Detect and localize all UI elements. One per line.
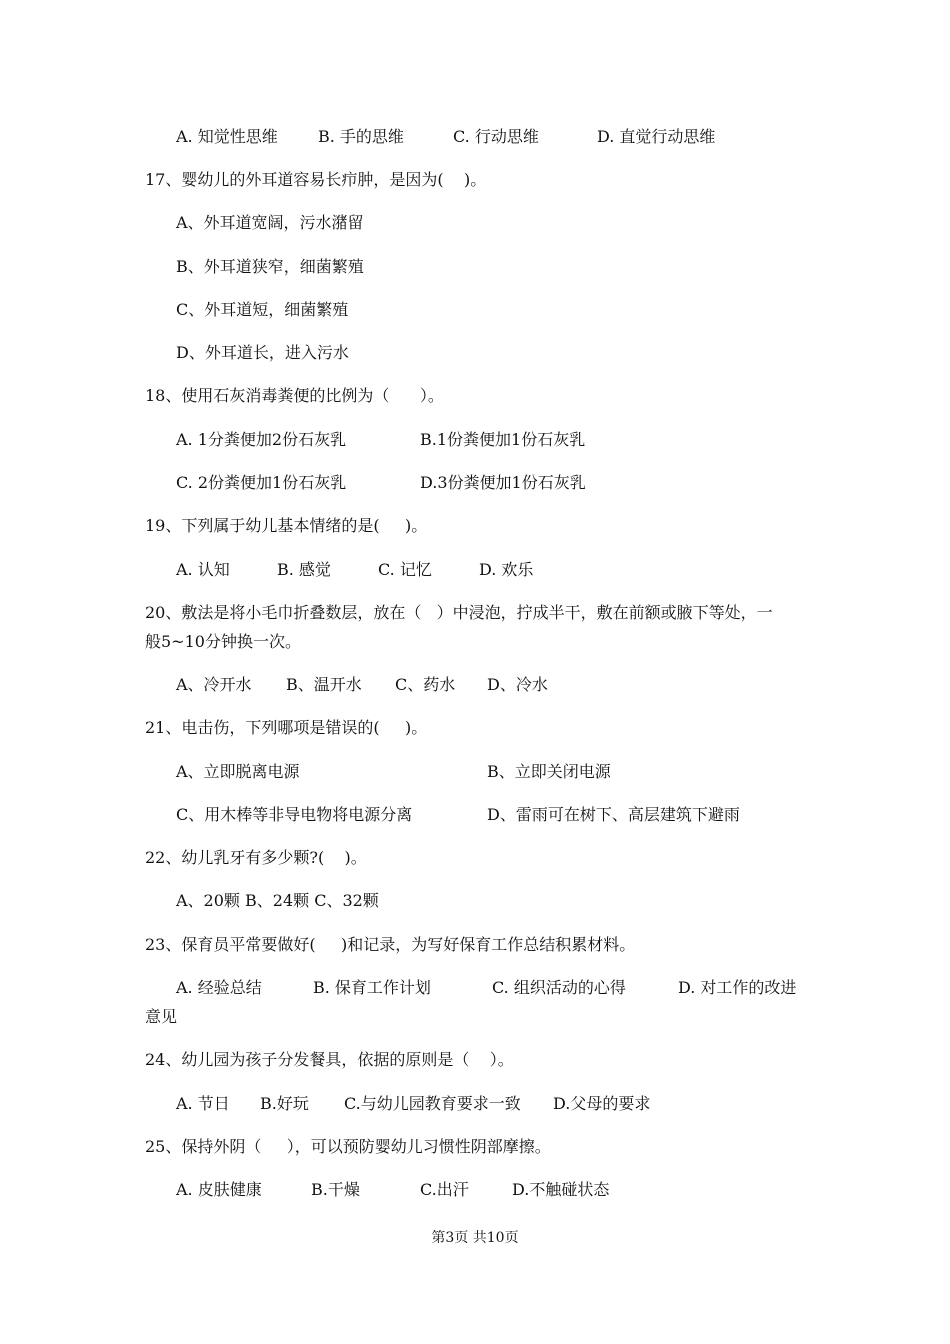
q16-option-d: D. 直觉行动思维: [597, 127, 716, 146]
q25-option-b: B.干燥: [311, 1180, 360, 1199]
q23-option-c: C. 组织活动的心得: [492, 978, 626, 997]
q24-stem: 24、幼儿园为孩子分发餐具，依据的原则是（ ）。: [145, 1050, 514, 1069]
q20-option-d: D、冷水: [487, 675, 548, 694]
q18-option-a: A. 1分粪便加2份石灰乳: [176, 430, 347, 449]
q25-option-a: A. 皮肤健康: [176, 1180, 262, 1199]
q19-stem: 19、下列属于幼儿基本情绪的是( )。: [145, 516, 428, 535]
q19-option-d: D. 欢乐: [479, 560, 534, 579]
q25-option-c: C.出汗: [420, 1180, 469, 1199]
q18-option-b: B.1份粪便加1份石灰乳: [420, 430, 586, 449]
q18-stem: 18、使用石灰消毒粪便的比例为（ ）。: [145, 386, 444, 405]
q16-option-c: C. 行动思维: [453, 127, 539, 146]
q24-option-c: C.与幼儿园教育要求一致: [344, 1094, 521, 1113]
q19-option-c: C. 记忆: [378, 560, 432, 579]
q20-option-b: B、温开水: [286, 675, 362, 694]
q21-stem: 21、电击伤，下列哪项是错误的( )。: [145, 718, 428, 737]
q20-option-a: A、冷开水: [176, 675, 252, 694]
q16-option-b: B. 手的思维: [318, 127, 404, 146]
q23-stem: 23、保育员平常要做好( )和记录，为写好保育工作总结积累材料。: [145, 935, 636, 954]
q18-option-c: C. 2份粪便加1份石灰乳: [176, 473, 347, 492]
q16-option-a: A. 知觉性思维: [176, 127, 278, 146]
q23-option-b: B. 保育工作计划: [313, 978, 431, 997]
q17-stem: 17、婴幼儿的外耳道容易长疖肿，是因为( )。: [145, 170, 487, 189]
q17-option-b: B、外耳道狭窄，细菌繁殖: [176, 257, 364, 276]
q24-option-b: B.好玩: [260, 1094, 309, 1113]
q20-stem-line2: 般5~10分钟换一次。: [145, 632, 301, 651]
q23-option-a: A. 经验总结: [176, 978, 262, 997]
q21-option-c: C、用木棒等非导电物将电源分离: [176, 805, 413, 824]
q24-option-d: D.父母的要求: [553, 1094, 651, 1113]
q17-option-c: C、外耳道短，细菌繁殖: [176, 300, 349, 319]
q20-stem-line1: 20、敷法是将小毛巾折叠数层，放在（ ）中浸泡，拧成半干，敷在前额或腋下等处，一: [145, 603, 773, 622]
page-number-footer: 第3页 共10页: [431, 1230, 519, 1246]
q22-stem: 22、幼儿乳牙有多少颗?( )。: [145, 848, 367, 867]
q23-option-d-wrap: 意见: [145, 1007, 178, 1026]
q24-option-a: A. 节日: [176, 1094, 230, 1113]
q17-option-a: A、外耳道宽阔，污水潴留: [176, 213, 364, 232]
q21-option-a: A、立即脱离电源: [176, 762, 300, 781]
q19-option-a: A. 认知: [176, 560, 230, 579]
q20-option-c: C、药水: [395, 675, 456, 694]
q18-option-d: D.3份粪便加1份石灰乳: [420, 473, 586, 492]
q19-option-b: B. 感觉: [277, 560, 331, 579]
q22-options: A、20颗 B、24颗 C、32颗: [176, 891, 379, 910]
q25-stem: 25、保持外阴（ ），可以预防婴幼儿习惯性阴部摩擦。: [145, 1137, 551, 1156]
q23-option-d: D. 对工作的改进: [678, 978, 797, 997]
q21-option-b: B、立即关闭电源: [487, 762, 611, 781]
q25-option-d: D.不触碰状态: [512, 1180, 610, 1199]
q17-option-d: D、外耳道长，进入污水: [176, 343, 349, 362]
q21-option-d: D、雷雨可在树下、高层建筑下避雨: [487, 805, 740, 824]
